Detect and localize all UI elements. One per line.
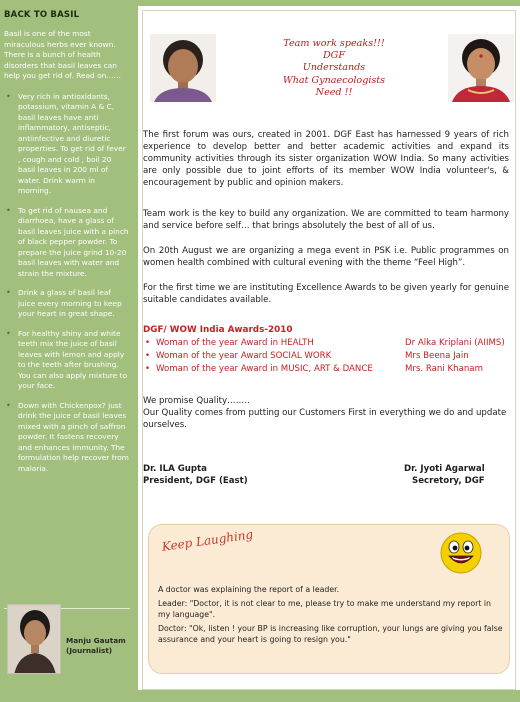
signatory-title: Secretory, DGF [412,476,485,486]
basil-tip [4,288,130,320]
quality-statement [143,395,509,431]
basil-tip [4,206,130,280]
tip-text: Very rich in antioxidants, potassium, vitamin A & C, basil leaves have anti inflammatory, antiseptic, antiinfective and diuretic properties. To get rid of fever , cough and cold , boil 20 basil leaves in 200 ml of water. Drink warm in morning. [18,91,126,195]
bullet-icon: • [145,338,151,348]
tip-text: To get rid of nausea and diarrhoea, have a glass of basil leaves juice with a pinch of black pepper powder. To prepare the juice grind 10-20 basil leaves with water and strain the mixture. [18,205,129,278]
teamwork-paragraph: Team work is the key to build any organization. We are committed to team harmony and service before self… that brings absolutely the best of all of us. [143,209,509,231]
awards-intro-paragraph: For the first time we are instituting Excellence Awards to be given yearly for genuine suitable candidates available. [143,283,509,305]
bottom-green-strip [138,690,520,702]
author-name: Manju Gautam [66,636,126,645]
award-row [145,351,509,363]
smiley-icon [438,530,484,576]
basil-tip [4,329,130,392]
sidebar-intro: Basil is one of the most miraculous herbs ever known. There is a bunch of health disorders that basil leaves can help you get rid of. Read on…… [4,29,122,80]
slogan-line: DGF [322,50,345,62]
bullet-icon: • [6,400,11,410]
tip-text: For healthy shiny and white teeth mix the juice of basil leaves with lemon and apply to the teeth after brushing. You can also apply mixture to your face. [18,328,128,390]
joke-line: Doctor: "Ok, listen ! your BP is increasing like corruption, your lungs are giving you false assurance and your heart is going to resign you." [158,624,503,645]
slogan [246,38,422,99]
quality-line: We promise Quality…….. [143,396,250,406]
basil-tip [4,401,130,475]
award-name: Woman of the year Award in MUSIC, ART & DANCE [156,364,373,374]
bullet-icon: • [6,91,11,101]
bullet-icon: • [6,205,11,215]
bullet-icon: • [6,328,11,338]
slogan-line: What Gynaecologists [282,74,386,86]
award-name: Woman of the year Award in HEALTH [156,338,314,348]
bullet-icon: • [6,288,11,297]
signatory-title: President, DGF (East) [143,476,248,486]
joke-line: A doctor was explaining the report of a leader. [158,585,340,594]
basil-sidebar [0,0,138,702]
slogan-line: Understands [302,62,366,74]
award-row [145,364,509,376]
slogan-line: Need !! [315,86,353,98]
intro-paragraph: The first forum was ours, created in 2001. DGF East has harnessed 9 years of rich experience to develop better and better academic activities and expand its community activities through its sister organization WOW India. So many activities are only possible due to joint efforts of its member WOW India volunteer's, & encouragement by public and opinion makers. [143,130,509,188]
event-paragraph: On 20th August we are organizing a mega event in PSK i.e. Public programmes on women health combined with cultural evening with the theme “Feel High”. [143,246,509,268]
award-name: Woman of the year Award SOCIAL WORK [156,351,332,361]
bullet-icon: • [145,364,151,374]
award-winner: Mrs Beena Jain [405,351,469,361]
joke-line: Leader: "Doctor, it is not clear to me, please try to make me understand my report in my language". [158,599,491,620]
basil-tip [4,92,130,197]
journalist-photo [7,604,61,674]
sidebar-title: BACK TO BASIL [4,10,80,20]
quality-line: Our Quality comes from putting our Customers First in everything we do and update ourselves. [143,408,507,430]
tip-text: Drink a glass of basil leaf juice every morning to keep your heart in great shape. [18,288,122,318]
signature-president [143,463,248,487]
secretary-photo [448,34,514,102]
bullet-icon: • [145,351,151,361]
author-credit [66,636,136,656]
slogan-line: Team work speaks!!! [283,38,385,49]
tip-text: Down with Chickenpox? just drink the juice of basil leaves mixed with a pinch of saffron powder. It fastens recovery and enhances immunity. The formulation help recover from malaria. [18,400,129,473]
awards-title: DGF/ WOW India Awards-2010 [143,325,293,335]
president-photo [150,34,216,102]
award-winner: Mrs. Rani Khanam [405,364,483,374]
top-green-strip [138,0,520,6]
signature-secretary [404,463,485,487]
keep-laughing-title: Keep Laughing [161,527,254,554]
signatory-name: Dr. Jyoti Agarwal [404,464,485,474]
signatory-name: Dr. ILA Gupta [143,464,207,474]
award-winner: Dr Alka Kriplani (AIIMS) [405,338,505,348]
award-row [145,338,509,350]
author-role: (Journalist) [66,646,113,655]
